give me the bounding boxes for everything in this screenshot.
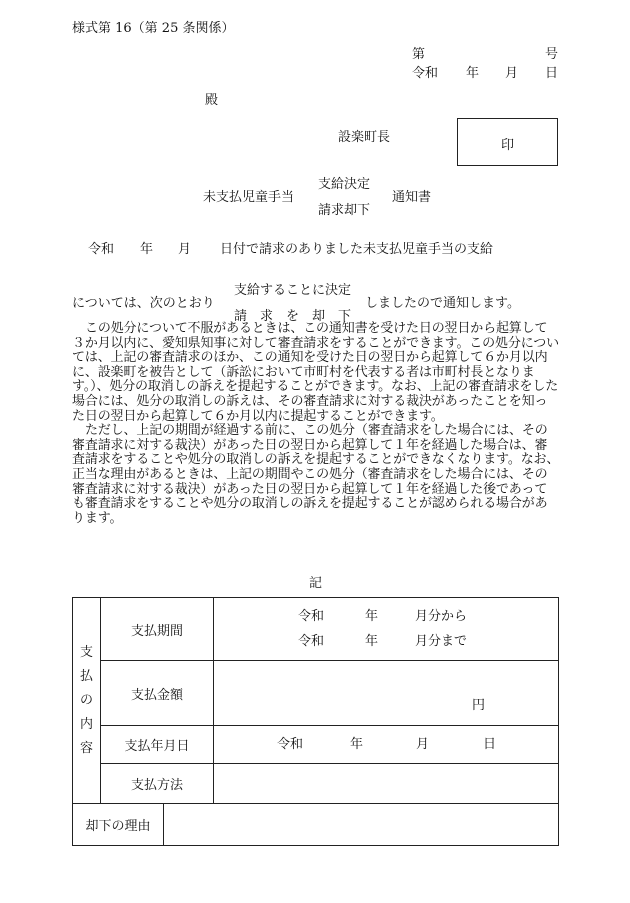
method-label: 支払方法 — [101, 764, 214, 804]
rejection-reason-label: 却下の理由 — [73, 804, 164, 846]
date-era: 令和 — [412, 66, 439, 81]
addressee-suffix: 殿 — [205, 93, 219, 108]
method-value[interactable] — [214, 764, 559, 804]
amount-value[interactable] — [214, 661, 559, 726]
title-suffix: 通知書 — [392, 190, 432, 205]
record-heading: 記 — [309, 576, 323, 591]
issuer: 設楽町長 — [338, 130, 391, 145]
form-number: 様式第 16（第 25 条関係） — [72, 21, 235, 36]
payment-detail-table — [72, 597, 559, 846]
doc-number-suffix: 号 — [545, 47, 559, 62]
amount-label: 支払金額 — [101, 661, 214, 726]
amount-unit: 円 — [472, 698, 486, 713]
date-month: 月 — [505, 66, 519, 81]
request-era: 令和 — [88, 242, 115, 257]
doc-number-prefix: 第 — [412, 47, 426, 62]
date-year: 年 — [466, 66, 480, 81]
payment-date-label: 支払年月日 — [101, 726, 214, 764]
decision-option-reject: 請 求 を 却 下 — [234, 309, 352, 324]
seal-label: 印 — [500, 138, 514, 153]
notice-paragraph-2: ただし、上記の期間が経過する前に、この処分（審査請求をした場合には、その審査請求に対する裁決）があった日の翌日から起算して１年を経過した場合は、審査請求をすることや処分の取消しの訴えを提起することができなくなります。なお、正当な理由があるときは、上記の期間やこの処分（審査請求をした場合には、その審査請求に対する裁決）があった日の翌日から起算して１年を経過した後であっても審査請求をすることや処分の取消しの訴えを提起することが認められる場合があります。 — [72, 423, 560, 526]
appeal-notice — [72, 322, 560, 526]
payment-date-value[interactable]: 令和 年 月 日 — [214, 726, 559, 764]
title-option-approve: 支給決定 — [318, 177, 371, 192]
payment-content-group-label: 支 払 の 内 容 — [73, 598, 101, 804]
notice-paragraph-1: この処分について不服があるときは、この通知書を受けた日の翌日から起算して３か月以内に、愛知県知事に対して審査請求をすることができます。この処分については、上記の審査請求のほか、この通知を受けた日の翌日から起算して６か月以内に、設楽町を被告として（訴訟において市町村を代表する者は市町村長となります。）、処分の取消しの訴えを提起することができます。なお、上記の審査請求をした場合には、処分の取消しの訴えは、その審査請求に対する裁決があったことを知った日の翌日から起算して６か月以内に提起することができます。 — [72, 321, 560, 424]
rejection-reason-value[interactable] — [164, 804, 559, 846]
decision-suffix: しましたので通知します。 — [365, 296, 520, 311]
decision-option-approve: 支給することに決定 — [234, 283, 352, 298]
request-text: 日付で請求のありました未支払児童手当の支給 — [220, 242, 494, 257]
date-day: 日 — [545, 66, 559, 81]
request-month: 月 — [178, 242, 192, 257]
period-value[interactable]: 令和 年 月分から 令和 年 月分まで — [214, 598, 559, 661]
request-year: 年 — [140, 242, 154, 257]
decision-prefix: については、次のとおり — [72, 296, 215, 311]
period-label: 支払期間 — [101, 598, 214, 661]
seal-box — [457, 118, 558, 166]
title-option-reject: 請求却下 — [318, 203, 371, 218]
title-prefix: 未支払児童手当 — [203, 190, 295, 205]
